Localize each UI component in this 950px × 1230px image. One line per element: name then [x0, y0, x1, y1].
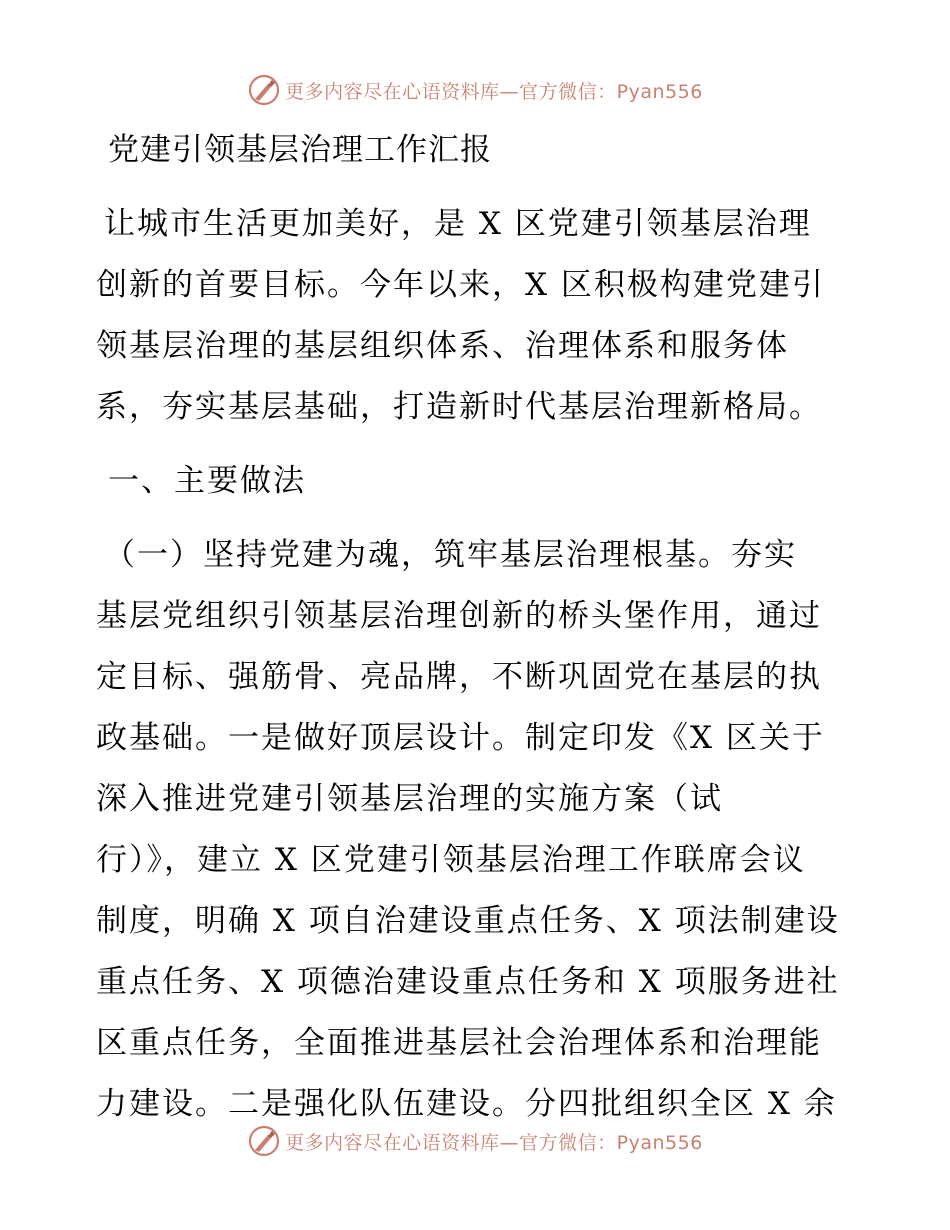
- watermark-text-bottom: 更多内容尽在心语资料库—官方微信：Pyan556: [285, 1131, 703, 1154]
- body-line-3: 定目标、强筋骨、亮品牌，不断巩固党在基层的执: [96, 659, 822, 695]
- watermark-text-top: 更多内容尽在心语资料库—官方微信：Pyan556: [285, 80, 703, 103]
- body-line-9: 区重点任务，全面推进基层社会治理体系和治理能: [96, 1025, 822, 1061]
- intro-line-3: 领基层治理的基层组织体系、治理体系和服务体: [96, 328, 789, 364]
- document-title: 党建引领基层治理工作汇报: [108, 132, 492, 168]
- pen-logo-icon: [247, 1124, 281, 1158]
- intro-line-1: 让城市生活更加美好，是 X 区党建引领基层治理: [104, 206, 812, 242]
- body-line-10: 力建设。二是强化队伍建设。分四批组织全区 X 余: [96, 1086, 837, 1122]
- body-line-4: 政基础。一是做好顶层设计。制定印发《X 区关于: [96, 720, 825, 756]
- watermark-banner-bottom: [0, 1121, 950, 1161]
- intro-line-2: 创新的首要目标。今年以来，X 区积极构建党建引: [96, 267, 825, 303]
- document-body: [96, 120, 856, 1135]
- body-line-6: 行）》，建立 X 区党建引领基层治理工作联席会议: [96, 842, 806, 878]
- body-line-5: 深入推进党建引领基层治理的实施方案（试: [96, 781, 723, 817]
- body-line-8: 重点任务、X 项德治建设重点任务和 X 项服务进社: [96, 964, 840, 1000]
- body-line-7: 制度，明确 X 项自治建设重点任务、X 项法制建设: [96, 903, 840, 939]
- watermark-banner-top: [0, 70, 950, 110]
- section-heading: 一、主要做法: [108, 463, 306, 499]
- body-line-2: 基层党组织引领基层治理创新的桥头堡作用，通过: [96, 598, 822, 634]
- intro-line-4: 系，夯实基层基础，打造新时代基层治理新格局。: [96, 389, 822, 425]
- body-line-1: （一）坚持党建为魂，筑牢基层治理根基。夯实: [104, 537, 797, 573]
- pen-logo-icon: [247, 73, 281, 107]
